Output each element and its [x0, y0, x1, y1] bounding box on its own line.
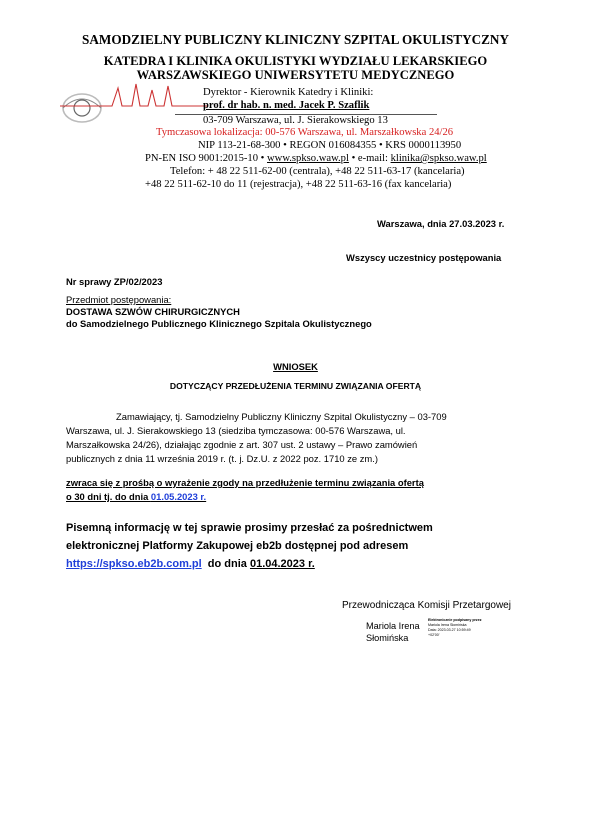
director-label: Dyrektor - Kierownik Katedry i Kliniki:	[203, 87, 374, 98]
instruction-line-1: Pisemną informację w tej sprawie prosimy przesłać za pośrednictwem	[66, 522, 433, 534]
hospital-logo	[58, 82, 208, 130]
response-deadline: 01.04.2023 r.	[249, 558, 315, 570]
electronic-signature-stamp	[428, 618, 508, 638]
document-date: Warszawa, dnia 27.03.2023 r.	[377, 218, 505, 229]
contact-line	[145, 152, 487, 165]
request-line-1: zwraca się z prośbą o wyrażenie zgody na przedłużenie terminu związania ofertą	[66, 477, 424, 488]
signature-role: Przewodnicząca Komisji Przetargowej	[342, 600, 511, 611]
stamp-line: Mariola Irena Słomińska	[428, 623, 467, 627]
request-line-2	[66, 491, 206, 502]
paragraph-line: Zamawiający, tj. Samodzielny Publiczny Kliniczny Szpital Okulistyczny – 03-709	[116, 411, 447, 422]
paragraph-line: Marszałkowska 24/26), działając zgodnie z art. 307 ust. 2 ustawy – Prawo zamówień	[66, 439, 418, 450]
stamp-line: Elektronicznie podpisany przez	[428, 618, 482, 622]
instruction-mid: do dnia	[201, 558, 250, 570]
paragraph-line: Warszawa, ul. J. Sierakowskiego 13 (siedziba tymczasowa: 00-576 Warszawa, ul.	[66, 425, 406, 436]
registry-ids: NIP 113-21-68-300 • REGON 016084355 • KRS 0000113950	[198, 140, 462, 151]
header-hospital-name: SAMODZIELNY PUBLICZNY KLINICZNY SZPITAL OKULISTYCZNY	[82, 32, 509, 47]
instruction-line-3	[66, 556, 315, 573]
subject-title: DOSTAWA SZWÓW CHIRURGICZNYCH	[66, 306, 240, 317]
temporary-location: Tymczasowa lokalizacja: 00-576 Warszawa, ul. Marszałkowska 24/26	[156, 127, 454, 138]
iso-text: PN-EN ISO 9001:2015-10 •	[145, 153, 268, 164]
phone-line-2: +48 22 511-62-10 do 11 (rejestracja), +48 22 511-63-16 (fax kancelaria)	[145, 179, 452, 190]
director-name: prof. dr hab. n. med. Jacek P. Szaflik	[203, 100, 370, 111]
document-subheading: DOTYCZĄCY PRZEDŁUŻENIA TERMINU ZWIĄZANIA OFERTĄ	[169, 381, 422, 391]
document-heading: WNIOSEK	[273, 361, 318, 372]
header-department: KATEDRA I KLINIKA OKULISTYKI WYDZIAŁU LEKARSKIEGO	[103, 54, 488, 68]
hospital-address: 03-709 Warszawa, ul. J. Sierakowskiego 13	[203, 115, 388, 126]
paragraph-line: publicznych z dnia 11 września 2019 r. (t. j. Dz.U. z 2022 poz. 1710 ze zm.)	[66, 453, 378, 464]
email-label: • e-mail:	[348, 153, 391, 164]
stamp-line: Data: 2023.03.27 10:59:49	[428, 628, 471, 632]
recipient: Wszyscy uczestnicy postępowania	[346, 252, 502, 263]
instruction-line-2: elektronicznej Platformy Zakupowej eb2b dostępnej pod adresem	[66, 540, 409, 552]
request-prefix: o 30 dni tj. do dnia	[66, 491, 151, 502]
stamp-line: +02'00'	[428, 633, 440, 637]
email-link[interactable]: klinika@spkso.waw.pl	[390, 153, 487, 164]
platform-link[interactable]: https://spkso.eb2b.com.pl	[66, 558, 202, 570]
phone-line-1: Telefon: + 48 22 511-62-00 (centrala), +48 22 511-63-17 (kancelaria)	[170, 166, 465, 177]
website-link[interactable]: www.spkso.waw.pl	[267, 153, 349, 164]
case-number: Nr sprawy ZP/02/2023	[66, 276, 163, 287]
signer-last-name: Słomińska	[366, 633, 409, 643]
signer-first-name: Mariola Irena	[366, 621, 420, 631]
extension-date: 01.05.2023 r.	[150, 491, 207, 502]
subject-target: do Samodzielnego Publicznego Klinicznego Szpitala Okulistycznego	[66, 318, 372, 329]
header-university: WARSZAWSKIEGO UNIWERSYTETU MEDYCZNEGO	[136, 68, 455, 82]
subject-label: Przedmiot postępowania:	[66, 294, 172, 305]
